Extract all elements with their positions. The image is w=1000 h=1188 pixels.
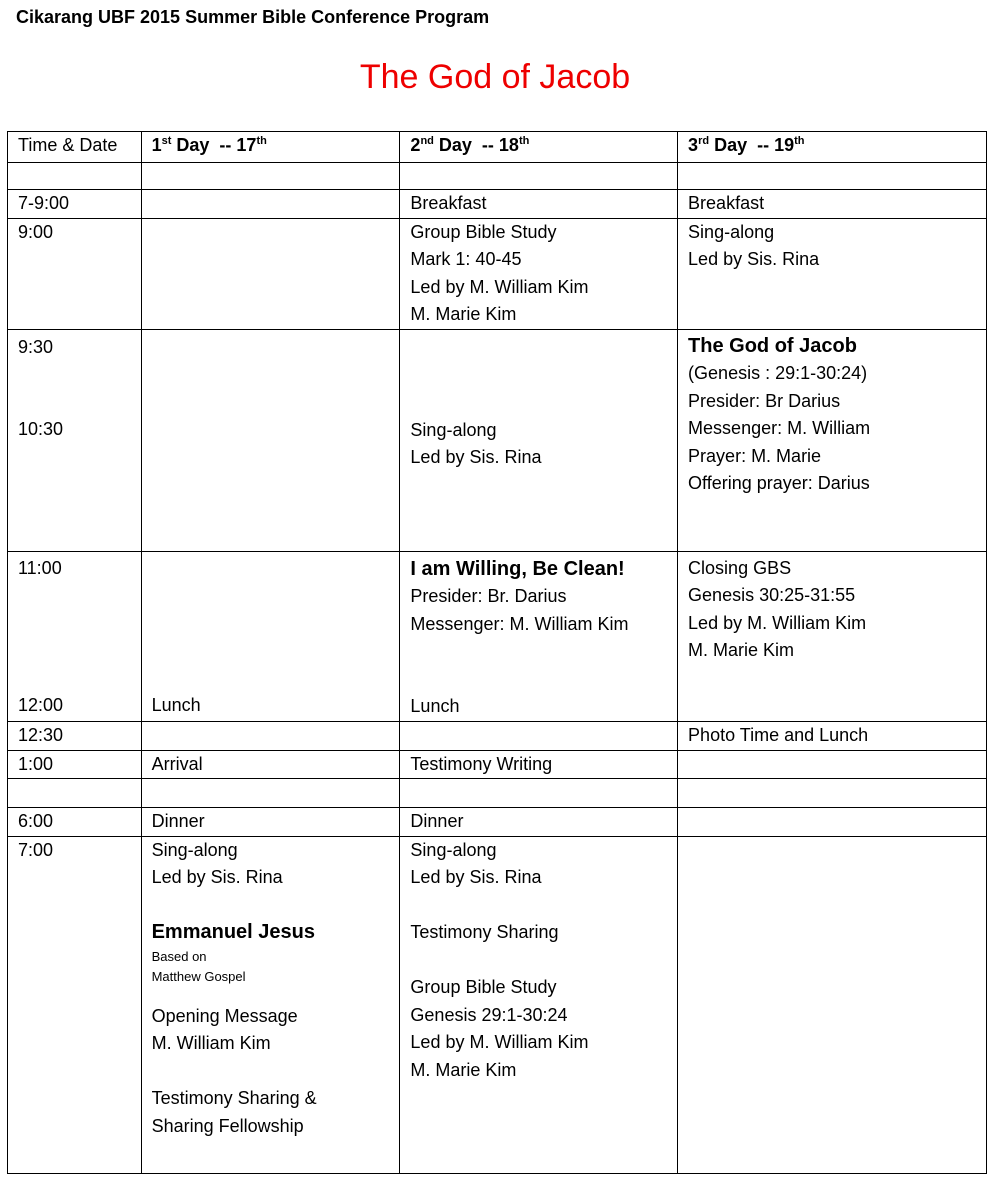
time-cell: 9:30 10:30 [8, 329, 142, 551]
day1-cell: Sing-along Led by Sis. Rina Emmanuel Jesus Based on Matthew Gospel Opening Message M. William Kim Testimony Sharing & Sharing Fellowship [141, 836, 400, 1173]
time-cell: 9:00 [8, 218, 142, 329]
table-row [8, 836, 987, 1173]
day3-cell: Closing GBS Genesis 30:25-31:55 Led by M. William Kim M. Marie Kim [678, 551, 987, 721]
day2-cell: Sing-along Led by Sis. Rina [400, 329, 678, 551]
day1-cell: Arrival [141, 750, 400, 779]
header-day2: 2nd Day -- 18th [400, 132, 678, 163]
day2-cell: Breakfast [400, 190, 678, 219]
day2-cell: Sing-along Led by Sis. Rina Testimony Sharing Group Bible Study Genesis 29:1-30:24 Led by M. William Kim M. Marie Kim [400, 836, 678, 1173]
header-time: Time & Date [8, 132, 142, 163]
table-row [8, 808, 987, 837]
time-cell: 6:00 [8, 808, 142, 837]
table-row [8, 218, 987, 329]
table-row [8, 329, 987, 551]
table-row [8, 721, 987, 750]
table-row-blank [8, 163, 987, 190]
header-day1: 1st Day -- 17th [141, 132, 400, 163]
day2-cell: Group Bible Study Mark 1: 40-45 Led by M. William Kim M. Marie Kim [400, 218, 678, 329]
day2-cell: I am Willing, Be Clean! Presider: Br. Darius Messenger: M. William Kim Lunch [400, 551, 678, 721]
day3-cell: The God of Jacob (Genesis : 29:1-30:24) Presider: Br Darius Messenger: M. William Prayer: M. Marie Offering prayer: Darius [678, 329, 987, 551]
table-header-row [8, 132, 987, 163]
table-row [8, 750, 987, 779]
day3-cell: Photo Time and Lunch [678, 721, 987, 750]
page-title: The God of Jacob [359, 58, 631, 96]
time-cell: 1:00 [8, 750, 142, 779]
table-row-blank [8, 779, 987, 808]
table-row [8, 190, 987, 219]
time-cell: 7:00 [8, 836, 142, 1173]
time-cell: 11:00 12:00 [8, 551, 142, 721]
day3-cell: Breakfast [678, 190, 987, 219]
header-day3: 3rd Day -- 19th [678, 132, 987, 163]
day1-cell: Dinner [141, 808, 400, 837]
day3-cell: Sing-along Led by Sis. Rina [678, 218, 987, 329]
time-cell: 7-9:00 [8, 190, 142, 219]
time-cell: 12:30 [8, 721, 142, 750]
day1-cell: Lunch [141, 551, 400, 721]
table-row [8, 551, 987, 721]
schedule-table [7, 131, 987, 1174]
day2-cell: Dinner [400, 808, 678, 837]
day2-cell: Testimony Writing [400, 750, 678, 779]
program-header: Cikarang UBF 2015 Summer Bible Conference Program [16, 7, 490, 27]
